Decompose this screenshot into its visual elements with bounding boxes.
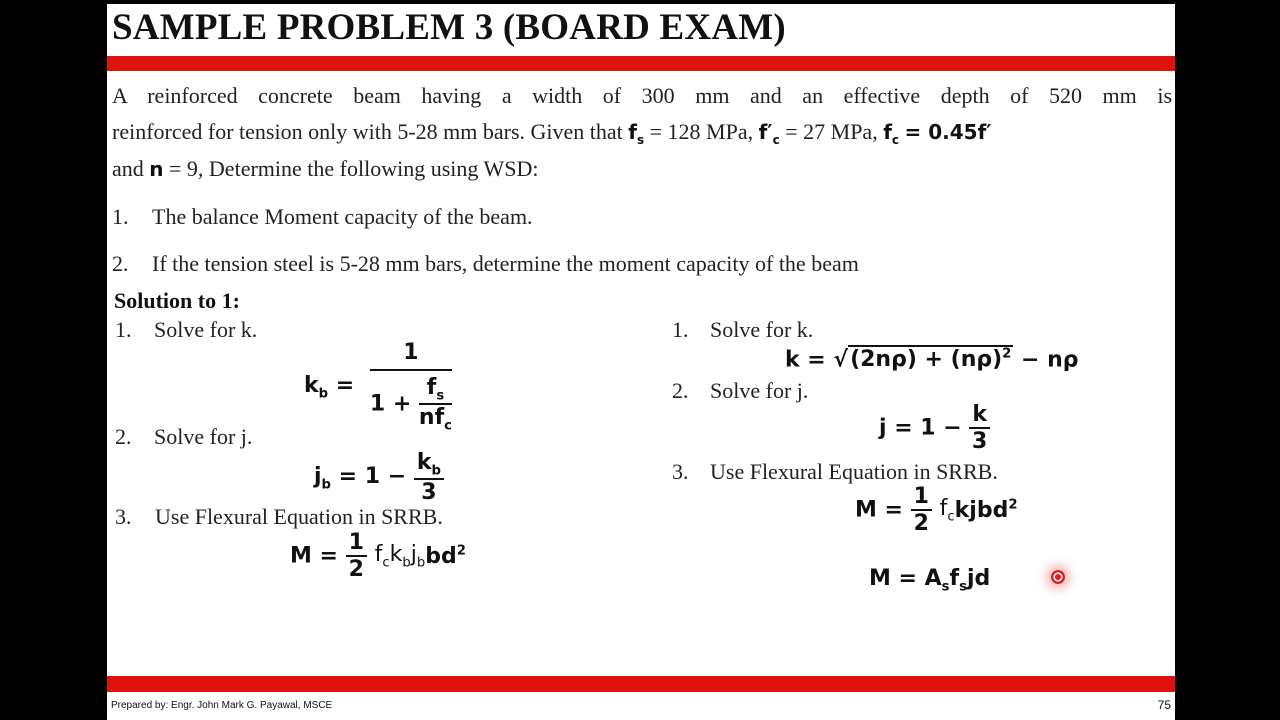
- problem-line-1: A reinforced concrete beam having a width of 300 mm and an effective depth of 520 mm is: [112, 83, 1172, 108]
- question-2-number: 2.: [112, 251, 129, 276]
- left-step-1-text: Solve for k.: [154, 317, 258, 342]
- problem-line-3: [112, 156, 538, 182]
- footer-credit: Prepared by: Engr. John Mark G. Payawal, MSCE: [111, 700, 333, 711]
- right-step-2-number: 2.: [672, 378, 689, 403]
- page-number: 75: [1157, 698, 1171, 712]
- fc-symbol: $f_c$: [883, 120, 900, 147]
- fs-symbol: $f_s$: [628, 120, 645, 147]
- fpc-value: = 27 MPa,: [785, 119, 878, 144]
- slide-title: SAMPLE PROBLEM 3 (BOARD EXAM): [112, 7, 786, 48]
- right-step-1-number: 1.: [672, 317, 689, 342]
- right-step-3-number: 3.: [672, 459, 689, 484]
- solution-heading: Solution to 1:: [114, 288, 240, 313]
- fs-value: = 128 MPa,: [649, 119, 754, 144]
- slide: [107, 4, 1175, 720]
- left-step-1-number: 1.: [115, 317, 132, 342]
- problem-line-2: [112, 119, 992, 147]
- pointer-highlight-icon: [1051, 570, 1065, 584]
- formula-j: j = 1 − $\frac{k}{3}$: [879, 402, 990, 454]
- right-step-1-text: Solve for k.: [710, 317, 814, 342]
- formula-m-kjbd: M = $\frac{1}{2}$ $f_ckjbd^2$: [855, 484, 1018, 536]
- bottom-accent-bar: [107, 676, 1175, 692]
- left-step-2-number: 2.: [115, 424, 132, 449]
- fpc-symbol: $f'_c$: [758, 120, 780, 147]
- problem-text: = 9, Determine the following using WSD:: [163, 156, 539, 181]
- top-accent-bar: [107, 56, 1175, 71]
- formula-m-balanced: M = $\frac{1}{2}$ $f_ck_bj_bbd^2$: [290, 530, 466, 582]
- question-1-number: 1.: [112, 204, 129, 229]
- n-symbol: n: [149, 157, 164, 181]
- left-step-3-text: Use Flexural Equation in SRRB.: [155, 504, 443, 529]
- right-step-2-text: Solve for j.: [710, 378, 809, 403]
- problem-text: reinforced for tension only with 5-28 mm bars. Given that: [112, 119, 629, 144]
- right-step-3-text: Use Flexural Equation in SRRB.: [710, 459, 998, 484]
- question-1-text: The balance Moment capacity of the beam.: [152, 204, 533, 229]
- left-step-3-number: 3.: [115, 504, 132, 529]
- fc-value: = 0.45f′: [904, 120, 992, 144]
- formula-k: $k = √(2n\rho) + (n\rho)^2 - n\rho$: [785, 347, 1079, 373]
- question-2-text: If the tension steel is 5-28 mm bars, determine the moment capacity of the beam: [152, 251, 859, 276]
- formula-jb: $j_b = 1$ − $\frac{k_b}{3}$: [314, 450, 444, 505]
- left-step-2-text: Solve for j.: [154, 424, 253, 449]
- formula-m-asfsjd: $M = A_sf_sjd$: [869, 566, 991, 595]
- problem-text: and: [112, 156, 150, 181]
- formula-kb: $k_b$ = 1 1 + $\frac{f_s}{nf_c}$: [304, 340, 452, 434]
